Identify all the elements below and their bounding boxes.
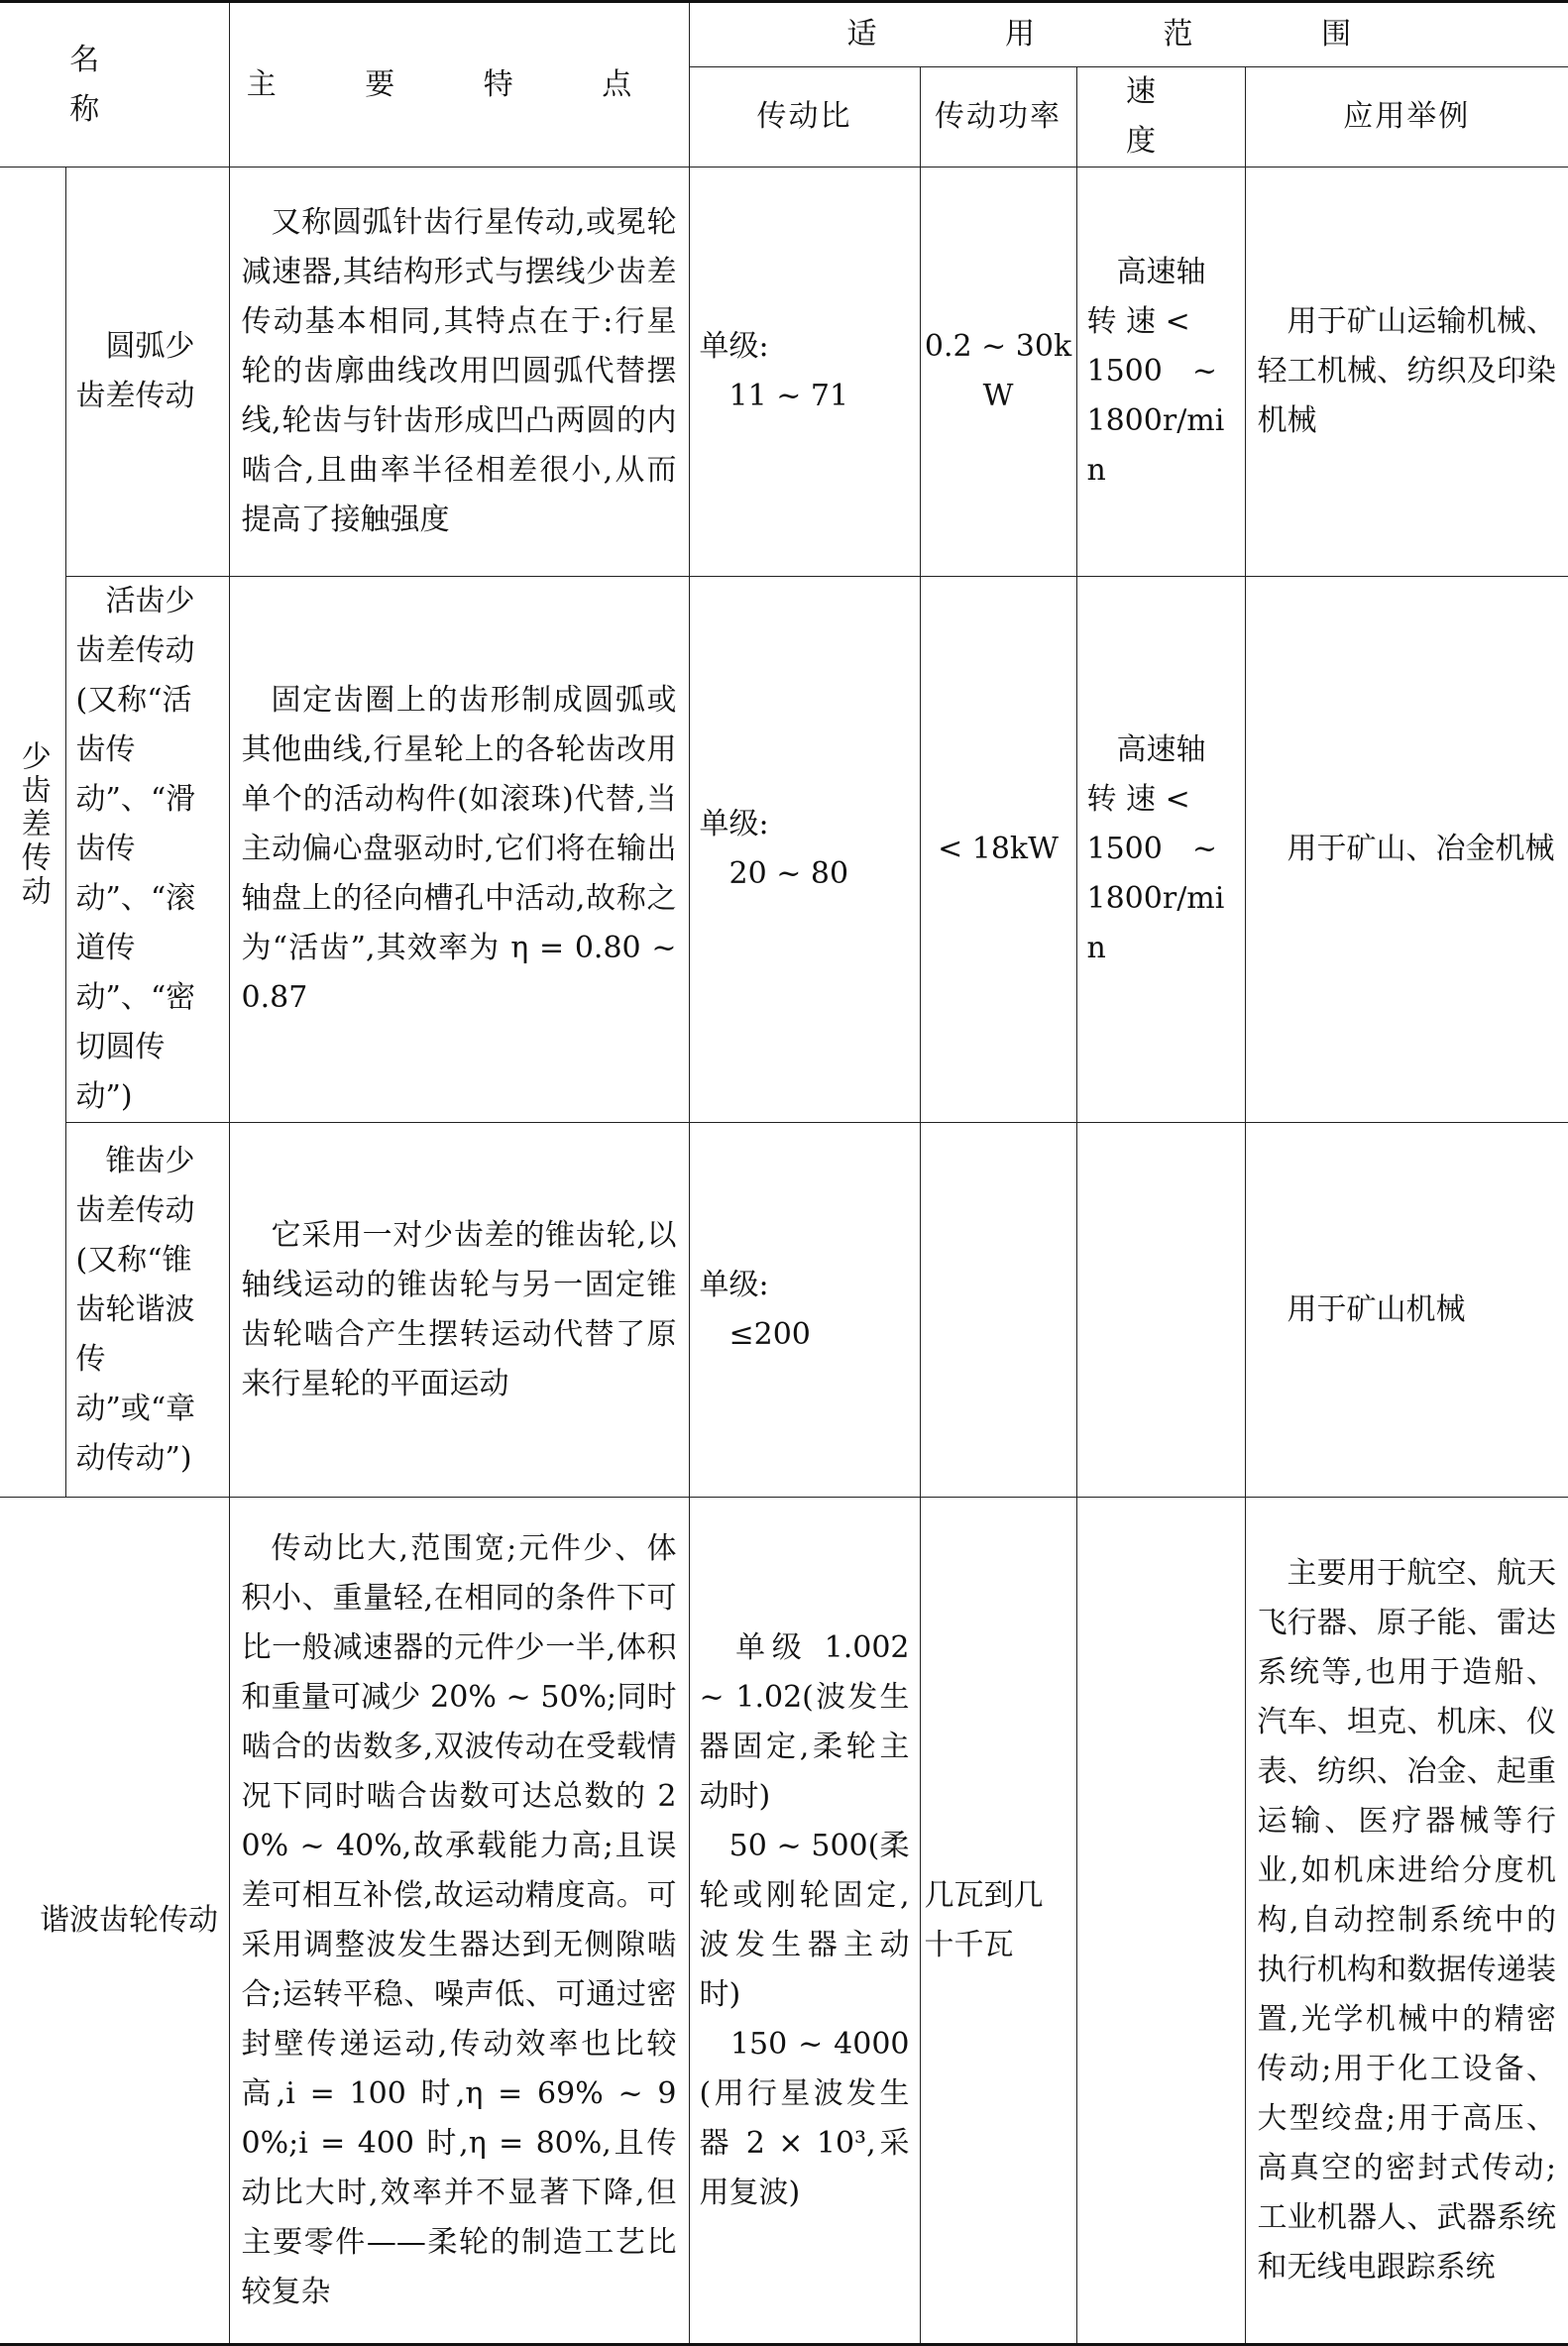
row-application: 用于矿山运输机械、轻工机械、纺织及印染机械	[1245, 168, 1568, 577]
header-ratio: 传动比	[689, 67, 920, 168]
group-label-cell	[0, 168, 65, 1498]
row-features: 它采用一对少齿差的锥齿轮,以轴线运动的锥齿轮与另一固定锥齿轮啮合产生摆转运动代替了原来行星轮的平面运动	[229, 1123, 689, 1498]
row-power	[920, 1123, 1076, 1498]
row-name: 活齿少齿差传动(又称“活齿传动”、“滑齿传动”、“滚道传动”、“密切圆传动”)	[65, 577, 229, 1123]
group-label: 少齿差传动	[15, 739, 51, 909]
row-power: 0.2 ~ 30kW	[920, 168, 1076, 577]
row-application: 主要用于航空、航天飞行器、原子能、雷达系统等,也用于造船、汽车、坦克、机床、仪表、纺织、冶金、起重运输、医疗器械等行业,如机床进给分度机构,自动控制系统中的执行机构和数据传递装置,光学机械中的精密传动;用于化工设备、大型绞盘;用于高压、高真空的密封式传动;工业机器人、武器系统和无线电跟踪系统	[1245, 1498, 1568, 2345]
row-name: 圆弧少齿差传动	[65, 168, 229, 577]
row-speed	[1076, 1498, 1245, 2345]
row-features: 又称圆弧针齿行星传动,或冕轮减速器,其结构形式与摆线少齿差传动基本相同,其特点在于:行星轮的齿廓曲线改用凹圆弧代替摆线,轮齿与针齿形成凹凸两圆的内啮合,且曲率半径相差很小,从而提高了接触强度	[229, 168, 689, 577]
row-speed: 高速轴 转 速 < 1500 ~ 1800r/min	[1076, 168, 1245, 577]
row-ratio: 单级 1.002 ~ 1.02(波发生器固定,柔轮主动时) 50 ~ 500(柔轮或刚轮固定,波发生器主动时) 150 ~ 4000(用行星波发生器 2 × 10³,采用复波)	[689, 1498, 920, 2345]
header-name: 名 称	[0, 2, 229, 168]
row-power: < 18kW	[920, 577, 1076, 1123]
row-ratio: 单级: 20 ~ 80	[689, 577, 920, 1123]
header-application: 应用举例	[1245, 67, 1568, 168]
table-row	[0, 1123, 1568, 1498]
row-power: 几瓦到几十千瓦	[920, 1498, 1076, 2345]
row-speed: 高速轴 转 速 < 1500 ~ 1800r/min	[1076, 577, 1245, 1123]
row-ratio: 单级: ≤200	[689, 1123, 920, 1498]
row-name: 锥齿少齿差传动(又称“锥齿轮谐波传动”或“章动传动”)	[65, 1123, 229, 1498]
row-speed	[1076, 1123, 1245, 1498]
row-features: 固定齿圈上的齿形制成圆弧或其他曲线,行星轮上的各轮齿改用单个的活动构件(如滚珠)代替,当主动偏心盘驱动时,它们将在输出轴盘上的径向槽孔中活动,故称之为“活齿”,其效率为 η = 0.80 ~ 0.87	[229, 577, 689, 1123]
header-power: 传动功率	[920, 67, 1076, 168]
header-speed: 速 度	[1076, 67, 1245, 168]
row-features: 传动比大,范围宽;元件少、体积小、重量轻,在相同的条件下可比一般减速器的元件少一半,体积和重量可减少 20% ~ 50%;同时啮合的齿数多,双波传动在受载情况下同时啮合齿数可达总数的 20% ~ 40%,故承载能力高;且误差可相互补偿,故运动精度高。可采用调整波发生器达到无侧隙啮合;运转平稳、噪声低、可通过密封壁传递运动,传动效率也比较高,i = 100 时,η = 69% ~ 90%;i = 400 时,η = 80%,且传动比大时,效率并不显著下降,但主要零件——柔轮的制造工艺比较复杂	[229, 1498, 689, 2345]
row-application: 用于矿山、冶金机械	[1245, 577, 1568, 1123]
row-name: 谐波齿轮传动	[0, 1498, 229, 2345]
header-features: 主 要 特 点	[229, 2, 689, 168]
table-row	[0, 1498, 1568, 2345]
row-application: 用于矿山机械	[1245, 1123, 1568, 1498]
table-row	[0, 168, 1568, 577]
table-row	[0, 577, 1568, 1123]
row-ratio: 单级: 11 ~ 71	[689, 168, 920, 577]
header-scope: 适 用 范 围	[689, 2, 1568, 67]
